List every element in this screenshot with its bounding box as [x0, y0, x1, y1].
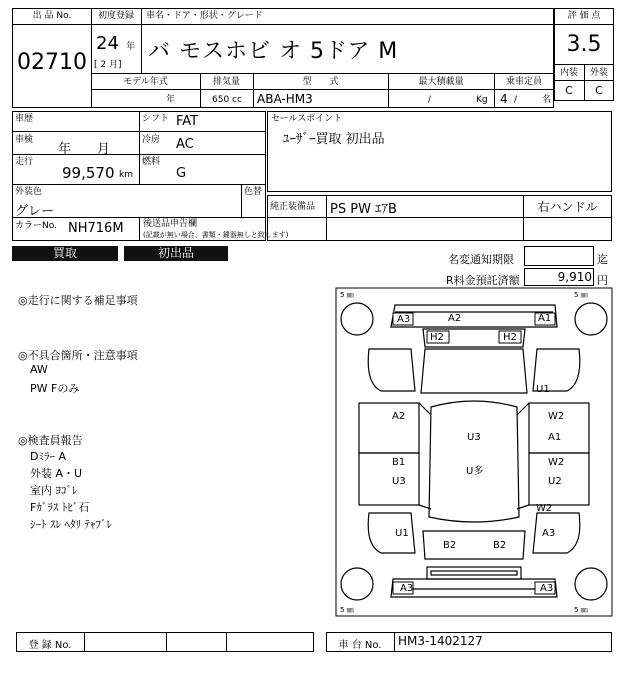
- shift-label: シフト: [142, 114, 170, 124]
- recycle-value: 9,910: [557, 270, 592, 284]
- displacement-label: 排気量: [212, 77, 240, 87]
- damage-mark: W2: [536, 503, 553, 514]
- damage-mark: U1: [395, 528, 409, 539]
- postdoc-note: (記載が無い場合、書類・鍵器無しと致します): [143, 231, 289, 239]
- inspection-value: 年 月: [58, 142, 111, 157]
- damage-mark: B2: [443, 540, 457, 551]
- inspector-item: 外装 A・U: [30, 467, 83, 480]
- equipment-value: PS PW ｴｱB: [330, 202, 397, 217]
- damage-mark: A1: [538, 313, 552, 324]
- defect-item: PW Fのみ: [30, 382, 80, 395]
- mileage-value: 99,570: [62, 164, 115, 182]
- type-label: 型 式: [302, 77, 339, 87]
- damage-mark: B1: [392, 457, 406, 468]
- first-registration-month: [ 2 月]: [94, 60, 122, 70]
- history-label: 車歴: [15, 114, 34, 124]
- ac-value: AC: [176, 137, 194, 152]
- defect-item: AW: [30, 363, 48, 376]
- buy-badge: 買取: [12, 246, 118, 261]
- damage-diagram: [335, 287, 613, 617]
- shift-value: FAT: [176, 114, 199, 129]
- mileage-unit: km: [119, 170, 133, 180]
- name-change-unit: 迄: [597, 253, 608, 266]
- damage-mark: A3: [400, 583, 414, 594]
- damage-mark: A3: [397, 314, 411, 325]
- name-change-label: 名変通知期限: [448, 253, 514, 266]
- inspector-item: Fｶﾞﾗｽ ﾄﾋﾞ石: [30, 501, 90, 514]
- lot-number-label: 出 品 No.: [32, 11, 72, 21]
- recycle-label: R料金預託済額: [446, 274, 520, 287]
- inspection-label: 車検: [15, 135, 34, 145]
- damage-mark: U3: [467, 432, 481, 443]
- max-load-value: /: [428, 95, 432, 105]
- model-year-label: モデル年式: [123, 77, 168, 87]
- damage-mark: A3: [540, 583, 554, 594]
- chassis-number-label: 車 台 No.: [338, 640, 382, 651]
- damage-mark: A3: [542, 528, 556, 539]
- capacity-unit: 名: [542, 95, 552, 105]
- inspector-item: Dﾐﾗｰ A: [30, 450, 66, 463]
- capacity-label: 乗車定員: [505, 77, 542, 87]
- inspector-item: 室内 ﾖｺﾞﾚ: [30, 484, 78, 497]
- first-registration-year: 24: [96, 33, 119, 54]
- damage-mark: W2: [548, 457, 565, 468]
- car-name-label: 車名・ドア・形状・グレード: [146, 11, 263, 21]
- sales-point-label: セールスポイント: [271, 114, 343, 124]
- color-change-label: 色替: [244, 187, 263, 197]
- tire-depth-label: 5 ㎜: [340, 291, 354, 299]
- damage-mark: U多: [466, 466, 484, 477]
- recycle-unit: 円: [597, 274, 608, 287]
- ac-label: 冷房: [142, 135, 161, 145]
- fuel-label: 燃料: [142, 157, 161, 167]
- capacity-value: 4: [500, 92, 508, 106]
- handle-value: 右ハンドル: [537, 200, 598, 214]
- inspector-title: ◎検査員報告: [18, 434, 83, 447]
- first-registration-label: 初度登録: [97, 11, 134, 21]
- tire-depth-label: 5 ㎜: [574, 291, 588, 299]
- fuel-value: G: [176, 166, 187, 181]
- damage-mark: A1: [548, 432, 562, 443]
- interior-grade: C: [565, 84, 573, 97]
- damage-mark: A2: [392, 411, 406, 422]
- exterior-label: 外装: [589, 68, 608, 78]
- damage-mark: H2: [503, 332, 517, 343]
- exterior-color-label: 外装色: [15, 187, 43, 197]
- score-label: 評 価 点: [567, 11, 601, 21]
- sales-point-value: ﾕｰｻﾞｰ買取 初出品: [283, 132, 385, 147]
- equipment-label: 純正装備品: [270, 202, 316, 212]
- damage-mark: B2: [493, 540, 507, 551]
- damage-mark: U2: [548, 476, 562, 487]
- tire-depth-label: 5 ㎜: [574, 606, 588, 614]
- displacement-value: 650 cc: [212, 95, 242, 105]
- inspector-item: ｼｰﾄ ｽﾚ ﾍﾀﾘ ﾃｬﾌﾞﾚ: [30, 518, 112, 531]
- year-unit: 年: [126, 42, 136, 52]
- lot-number: 02710: [17, 50, 87, 75]
- mileage-label: 走行: [15, 157, 34, 167]
- capacity-sep: /: [514, 95, 518, 105]
- supplement-title: ◎走行に関する補足事項: [18, 294, 138, 307]
- damage-mark: U3: [392, 476, 406, 487]
- score-value: 3.5: [566, 32, 602, 57]
- damage-mark: W2: [548, 411, 565, 422]
- exterior-grade: C: [595, 84, 603, 97]
- max-load-label: 最大積載量: [418, 77, 464, 87]
- name-change-box: [524, 246, 594, 266]
- max-load-unit: Kg: [476, 95, 488, 105]
- registration-number-label: 登 録 No.: [28, 640, 72, 651]
- tire-depth-label: 5 ㎜: [340, 606, 354, 614]
- car-name: バ モスホビ オ 5ドア M: [148, 39, 399, 64]
- damage-mark: H2: [430, 332, 444, 343]
- type-value: ABA-HM3: [257, 92, 313, 106]
- damage-mark: A2: [448, 313, 462, 324]
- defects-title: ◎不具合箇所・注意事項: [18, 349, 138, 362]
- postdoc-label: 後送品申告欄: [143, 219, 198, 229]
- model-year-unit: 年: [166, 95, 176, 105]
- damage-mark: U1: [536, 384, 550, 395]
- chassis-number: HM3-1402127: [398, 634, 483, 648]
- interior-label: 内装: [559, 68, 578, 78]
- color-no-value: NH716M: [68, 221, 124, 236]
- color-no-label: カラーNo.: [15, 221, 57, 231]
- first-listing-badge: 初出品: [124, 246, 228, 261]
- exterior-color-value: グレー: [15, 204, 55, 219]
